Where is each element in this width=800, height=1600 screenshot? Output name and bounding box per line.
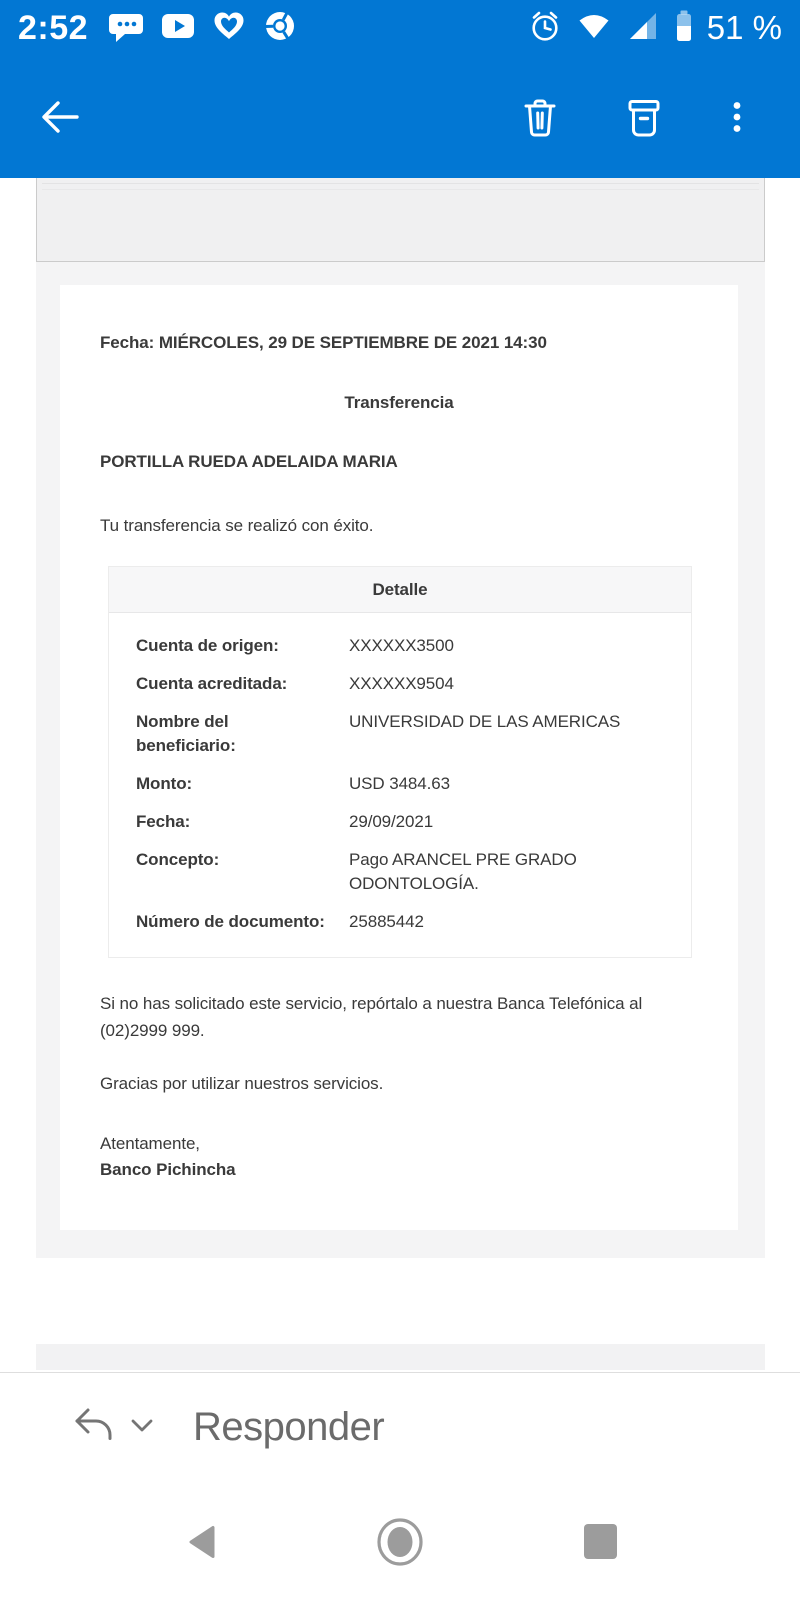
trash-icon — [516, 129, 564, 144]
table-row — [109, 803, 691, 841]
messages-notification-icon — [109, 8, 145, 49]
next-message-edge — [36, 1344, 765, 1370]
reply-arrow-icon — [72, 1405, 116, 1450]
alarm-icon — [527, 8, 563, 49]
nav-recents-square-icon — [583, 1548, 619, 1563]
more-vertical-icon — [713, 129, 761, 144]
cellular-signal-icon — [625, 8, 661, 49]
nav-back-button[interactable] — [186, 1523, 224, 1564]
nav-home-circle-icon — [374, 1556, 426, 1571]
row-label: Fecha: — [136, 812, 191, 831]
status-bar-left — [18, 8, 298, 49]
row-label: Concepto: — [136, 850, 220, 869]
android-nav-bar — [0, 1482, 800, 1600]
archive-button[interactable] — [620, 93, 668, 141]
row-label: Número de documento: — [136, 912, 325, 931]
table-row — [109, 665, 691, 703]
row-value: USD 3484.63 — [349, 774, 450, 793]
reply-bar[interactable] — [0, 1372, 800, 1482]
thanks-text: Gracias por utilizar nuestros servicios. — [100, 1074, 384, 1093]
archive-icon — [620, 129, 668, 144]
row-value: UNIVERSIDAD DE LAS AMERICAS — [349, 712, 621, 731]
table-row — [109, 841, 691, 903]
report-notice: Si no has solicitado este servicio, repórtalo a nuestra Banca Telefónica al (02)2999 999. — [100, 994, 643, 1040]
collapsed-email-header — [36, 178, 765, 262]
wifi-icon — [576, 8, 612, 49]
table-row — [109, 703, 691, 765]
email-scroll-area[interactable] — [0, 178, 800, 1372]
row-label: Monto: — [136, 774, 193, 793]
battery-icon — [674, 8, 694, 49]
table-row — [109, 903, 691, 941]
table-row — [109, 765, 691, 803]
row-value: XXXXXX3500 — [349, 636, 454, 655]
overflow-menu-button[interactable] — [713, 93, 761, 141]
row-label: Nombre del beneficiario: — [136, 712, 236, 755]
email-message-card — [60, 285, 738, 1230]
detail-table-body — [109, 613, 691, 957]
status-bar — [0, 0, 800, 56]
row-value: XXXXXX9504 — [349, 674, 454, 693]
bank-signature: Banco Pichincha — [100, 1160, 236, 1179]
email-date-line: Fecha: MIÉRCOLES, 29 DE SEPTIEMBRE DE 2021 14:30 — [100, 333, 547, 352]
youtube-notification-icon — [160, 8, 196, 49]
email-body-background — [36, 262, 765, 1258]
table-row — [109, 627, 691, 665]
app-bar — [0, 56, 800, 178]
row-value: 25885442 — [349, 912, 424, 931]
row-label: Cuenta de origen: — [136, 636, 279, 655]
back-button[interactable] — [36, 93, 84, 141]
detail-table-header: Detalle — [109, 567, 691, 613]
intro-text: Tu transferencia se realizó con éxito. — [100, 516, 374, 535]
nav-back-triangle-icon — [186, 1549, 224, 1564]
chrome-notification-icon — [262, 8, 298, 49]
delete-button[interactable] — [516, 93, 564, 141]
battery-percent-label: 51 % — [706, 9, 782, 46]
heart-notification-icon — [211, 8, 247, 49]
closing-text: Atentamente, — [100, 1134, 200, 1153]
reply-button-label[interactable]: Responder — [193, 1405, 385, 1449]
email-title: Transferencia — [344, 393, 454, 412]
reply-options-chevron-icon[interactable] — [129, 1412, 155, 1443]
status-bar-right — [527, 8, 782, 49]
nav-recents-button[interactable] — [583, 1524, 619, 1563]
nav-home-button[interactable] — [374, 1516, 426, 1571]
transfer-detail-table — [108, 566, 692, 958]
row-label: Cuenta acreditada: — [136, 674, 288, 693]
row-value: 29/09/2021 — [349, 812, 434, 831]
row-value: Pago ARANCEL PRE GRADO ODONTOLOGÍA. — [349, 850, 577, 893]
recipient-name: PORTILLA RUEDA ADELAIDA MARIA — [100, 452, 398, 471]
status-time: 2:52 — [18, 8, 89, 47]
back-arrow-icon — [36, 129, 84, 144]
